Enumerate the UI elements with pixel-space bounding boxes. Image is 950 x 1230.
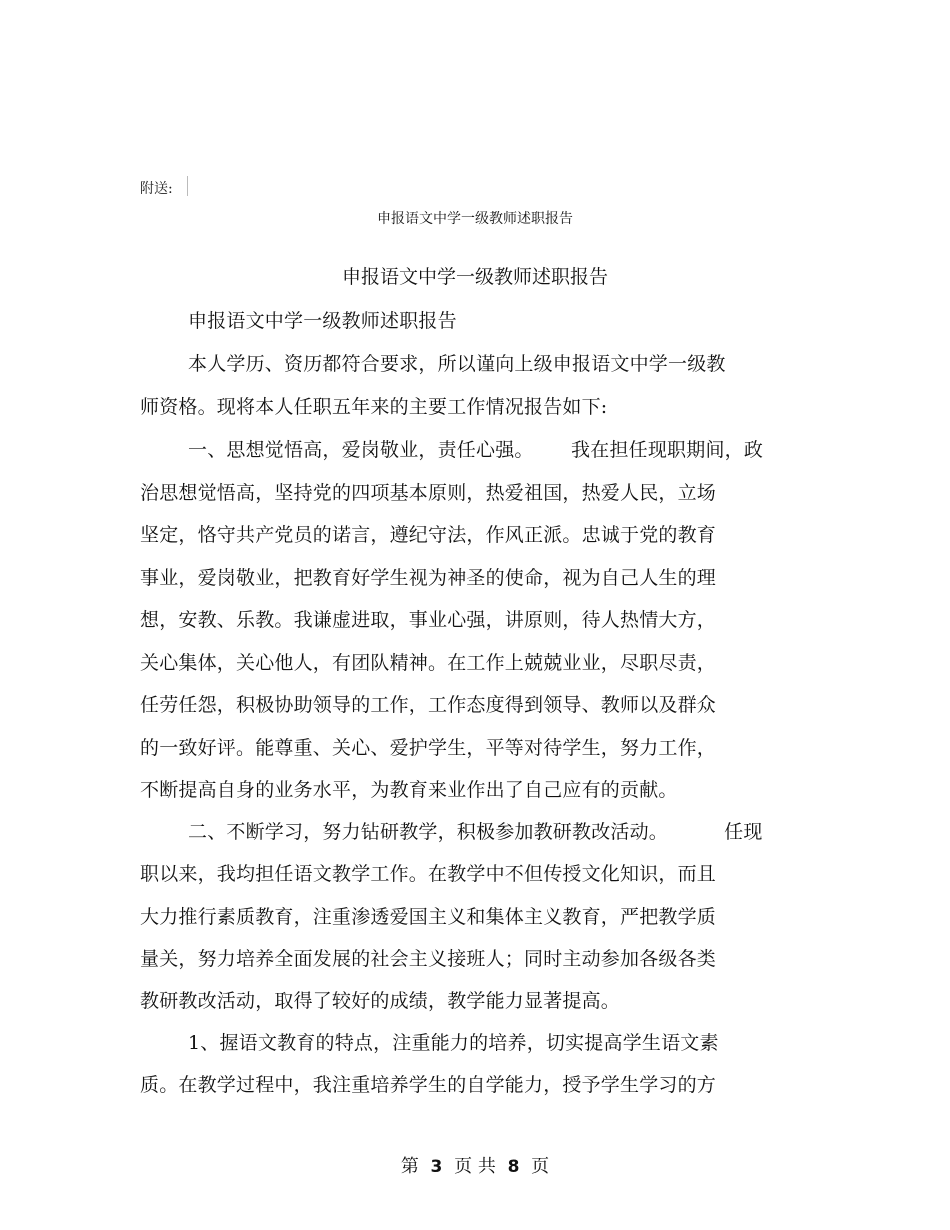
body-line: 教研教改活动，取得了较好的成绩，教学能力显著提高。: [140, 990, 621, 1012]
body-line: 师资格。现将本人任职五年来的主要工作情况报告如下:: [140, 396, 608, 418]
body-line: 大力推行素质教育，注重渗透爱国主义和集体主义教育，严把教学质: [140, 906, 717, 928]
footer-mid: 页 共: [454, 1156, 496, 1177]
body-line: 想，安教、乐教。我谦虚进取，事业心强，讲原则，待人热情大方，: [140, 609, 717, 631]
body-line: 治思想觉悟高，坚持党的四项基本原则，热爱祖国，热爱人民，立场: [140, 482, 717, 504]
body-line: 1、握语文教育的特点，注重能力的培养，切实提高学生语文素: [188, 1032, 719, 1054]
page-footer: [0, 1152, 950, 1178]
body-line: 质。在教学过程中，我注重培养学生的自学能力，授予学生学习的方: [140, 1074, 717, 1096]
body-line: 本人学历、资历都符合要求，所以谨向上级申报语文中学一级教: [188, 353, 726, 375]
document-title: 申报语文中学一级教师述职报告: [341, 266, 608, 288]
body-line: 任劳任怨，积极协助领导的工作，工作态度得到领导、教师以及群众: [140, 694, 717, 716]
attach-label: 附送:: [140, 181, 173, 197]
header-small-title: 申报语文中学一级教师述职报告: [377, 211, 573, 227]
body-line: 申报语文中学一级教师述职报告: [188, 310, 457, 332]
body-line: 一、思想觉悟高，爱岗敬业，责任心强。 我在担任现职期间，政: [188, 439, 764, 461]
footer-prefix: 第: [400, 1156, 419, 1177]
footer-page-number: 3: [430, 1157, 443, 1177]
footer-total-pages: 8: [507, 1157, 520, 1177]
body-line: 事业，爱岗敬业，把教育好学生视为神圣的使命，视为自己人生的理: [140, 567, 717, 589]
body-line: 关心集体，关心他人，有团队精神。在工作上兢兢业业，尽职尽责，: [140, 652, 717, 674]
footer-suffix: 页: [531, 1156, 550, 1177]
body-line: 的一致好评。能尊重、关心、爱护学生，平等对待学生，努力工作，: [140, 737, 717, 759]
text-cursor-divider: [187, 176, 188, 196]
body-line: 职以来，我均担任语文教学工作。在教学中不但传授文化知识，而且: [140, 863, 717, 885]
body-line: 二、不断学习，努力钻研教学，积极参加教研教改活动。 任现: [188, 821, 763, 843]
body-line: 坚定，恪守共产党员的诺言，遵纪守法，作风正派。忠诚于党的教育: [140, 524, 717, 546]
body-line: 不断提高自身的业务水平，为教育来业作出了自己应有的贡献。: [140, 779, 678, 801]
body-line: 量关，努力培养全面发展的社会主义接班人；同时主动参加各级各类: [140, 948, 717, 970]
